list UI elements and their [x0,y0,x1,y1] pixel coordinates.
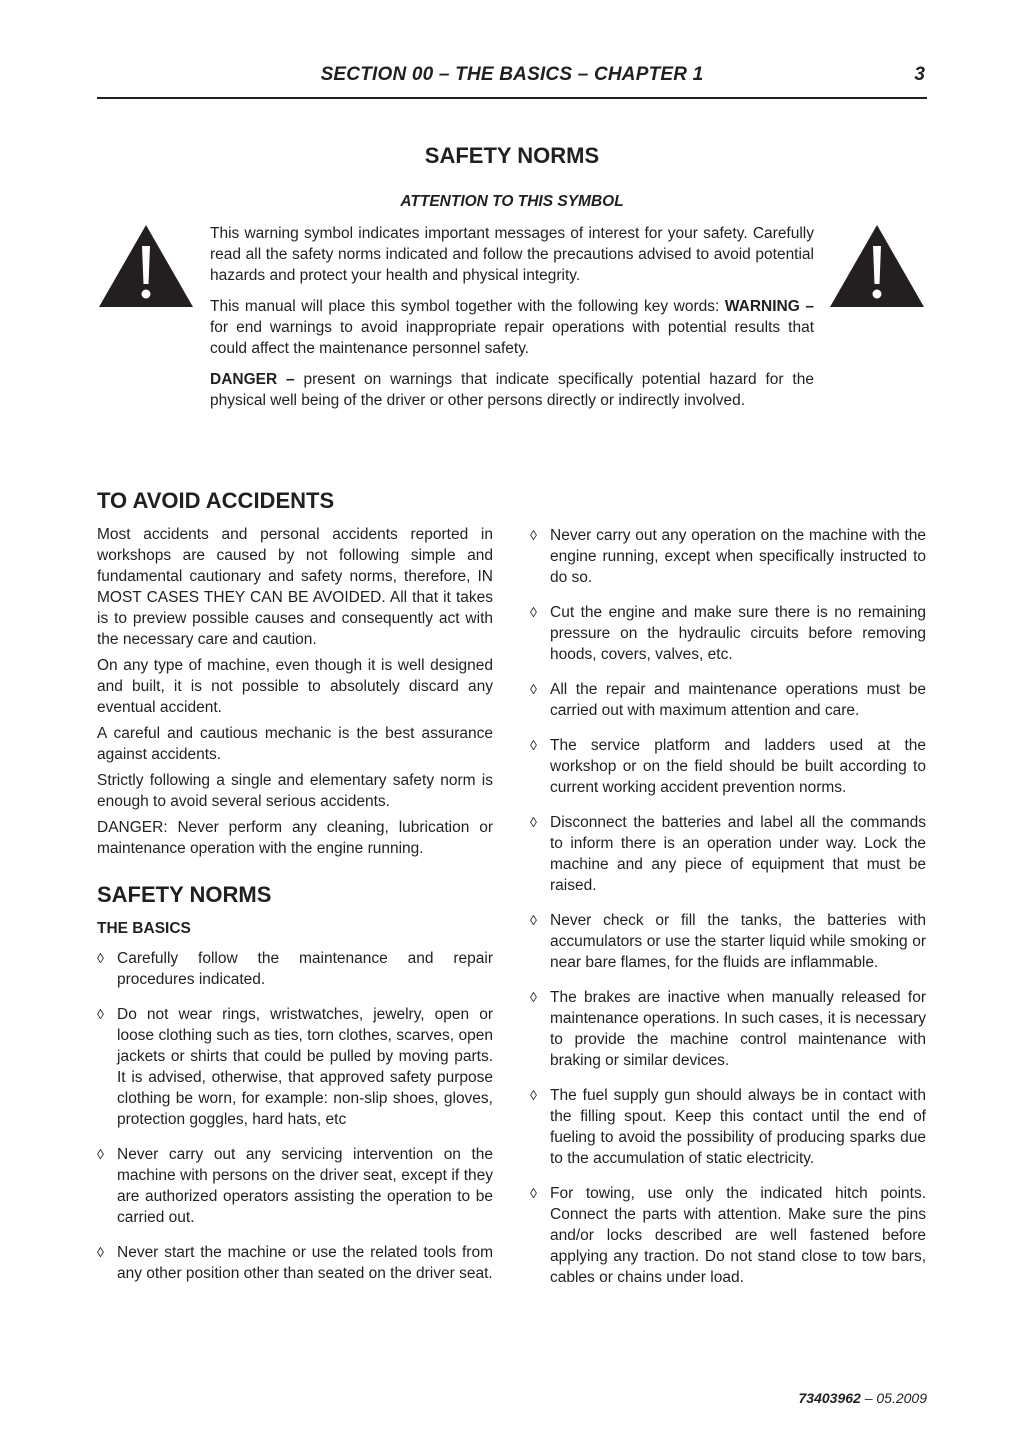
accidents-paragraph: Strictly following a single and elementary safety norm is enough to avoid several serious accidents. [97,772,493,810]
document-date: 05.2009 [876,1390,927,1406]
list-item [530,910,926,973]
basics-subheading: THE BASICS [97,920,191,937]
basics-list-right [530,525,926,1288]
safety-norms-heading: SAFETY NORMS [97,882,272,907]
avoid-accidents-heading: TO AVOID ACCIDENTS [97,488,335,513]
right-column [530,525,926,1302]
warning-description: for end warnings to avoid inappropriate repair operations with potential results that could affect the maintenance personnel safety. [210,319,814,357]
footer-separator: – [860,1390,877,1406]
list-item-text: Never start the machine or use the related tools from any other position other than seated on the driver seat. [117,1244,493,1282]
page-footer [799,1390,927,1406]
list-item-text: Never carry out any servicing intervention on the machine with persons on the driver seat, except if they are authorized operators assisting the operation to be carried out. [117,1146,493,1226]
list-item [530,525,926,588]
accidents-danger-paragraph: DANGER: Never perform any cleaning, lubrication or maintenance operation with the engine running. [97,819,493,857]
warning-label: WARNING – [724,298,814,315]
left-column [97,486,493,1298]
list-item [530,679,926,721]
list-item [97,1004,493,1130]
list-item [530,735,926,798]
document-number: 73403962 [798,1390,861,1406]
diamond-bullet-icon: ◊ [530,737,537,753]
list-item-text: For towing, use only the indicated hitch points. Connect the parts with attention. Make sure the pins and/or locks described are well fastened before applying any traction. Do not stand close to tow bars, cables or chains under load. [550,1185,926,1286]
diamond-bullet-icon: ◊ [530,604,537,620]
accidents-paragraph: On any type of machine, even though it is well designed and built, it is not possible to absolutely discard any eventual accident. [97,657,493,716]
list-item-text: All the repair and maintenance operations must be carried out with maximum attention and care. [550,681,926,719]
diamond-bullet-icon: ◊ [97,950,104,966]
accidents-paragraph: Most accidents and personal accidents reported in workshops are caused by not following simple and fundamental cautionary and safety norms, therefore, IN MOST CASES THEY CAN BE AVOIDED. All that it takes is to preview possible causes and consequently act with the necessary care and caution. [97,526,493,648]
diamond-bullet-icon: ◊ [97,1006,104,1022]
intro-paragraph: This warning symbol indicates important messages of interest for your safety. Carefully read all the safety norms indicated and follow the precautions advised to avoid potential hazards and protect your health and physical integrity. [210,225,814,284]
list-item [530,812,926,896]
danger-description: present on warnings that indicate specifically potential hazard for the physical well being of the driver or other persons directly or indirectly involved. [210,371,814,409]
diamond-bullet-icon: ◊ [530,814,537,830]
list-item [530,602,926,665]
diamond-bullet-icon: ◊ [530,527,537,543]
diamond-bullet-icon: ◊ [530,1087,537,1103]
page-title: SAFETY NORMS [424,143,600,168]
warning-triangle-icon [98,224,194,308]
warning-triangle-icon [829,224,925,308]
diamond-bullet-icon: ◊ [530,681,537,697]
list-item [530,987,926,1071]
list-item-text: The service platform and ladders used at the workshop or on the field should be built according to current working accident prevention norms. [550,737,926,796]
basics-list-left [97,948,493,1284]
page-number: 3 [914,64,925,85]
list-item [530,1183,926,1288]
danger-label: DANGER – [210,371,295,388]
diamond-bullet-icon: ◊ [530,1185,537,1201]
page-header [97,62,927,99]
list-item-text: Disconnect the batteries and label all the commands to inform there is an operation under way. Lock the machine and any piece of equipment that must be raised. [550,814,926,894]
list-item-text: The brakes are inactive when manually released for maintenance operations. In such cases, it is necessary to provide the machine control maintenance with braking or similar devices. [550,989,926,1069]
list-item [530,1085,926,1169]
header-title: SECTION 00 – THE BASICS – CHAPTER 1 [320,64,704,85]
diamond-bullet-icon: ◊ [97,1244,104,1260]
list-item [97,1144,493,1228]
diamond-bullet-icon: ◊ [530,989,537,1005]
list-item-text: The fuel supply gun should always be in contact with the filling spout. Keep this contact until the end of fueling to avoid the possibility of producing sparks due to the accumulation of static electricity. [550,1087,926,1167]
diamond-bullet-icon: ◊ [97,1146,104,1162]
list-item [97,1242,493,1284]
diamond-bullet-icon: ◊ [530,912,537,928]
intro-text [210,223,814,421]
accidents-paragraph: A careful and cautious mechanic is the best assurance against accidents. [97,725,493,763]
attention-subtitle: ATTENTION TO THIS SYMBOL [400,193,624,210]
list-item-text: Never check or fill the tanks, the batteries with accumulators or use the starter liquid while smoking or near bare flames, for the fluids are inflammable. [550,912,926,971]
list-item-text: Cut the engine and make sure there is no remaining pressure on the hydraulic circuits before removing hoods, covers, valves, etc. [550,604,926,663]
list-item [97,948,493,990]
list-item-text: Do not wear rings, wristwatches, jewelry, open or loose clothing such as ties, torn clothes, scarves, open jackets or shirts that could be pulled by moving parts. It is advised, otherwise, that approved safety purpose clothing be worn, for example: non-slip shoes, gloves, protection goggles, hard hats, etc [117,1006,493,1128]
list-item-text: Never carry out any operation on the machine with the engine running, except when specifically instructed to do so. [550,527,926,586]
key-words-intro: This manual will place this symbol together with the following key words: [210,298,720,315]
list-item-text: Carefully follow the maintenance and repair procedures indicated. [117,950,493,988]
danger-paragraph [210,369,814,411]
key-words-paragraph [210,296,814,359]
